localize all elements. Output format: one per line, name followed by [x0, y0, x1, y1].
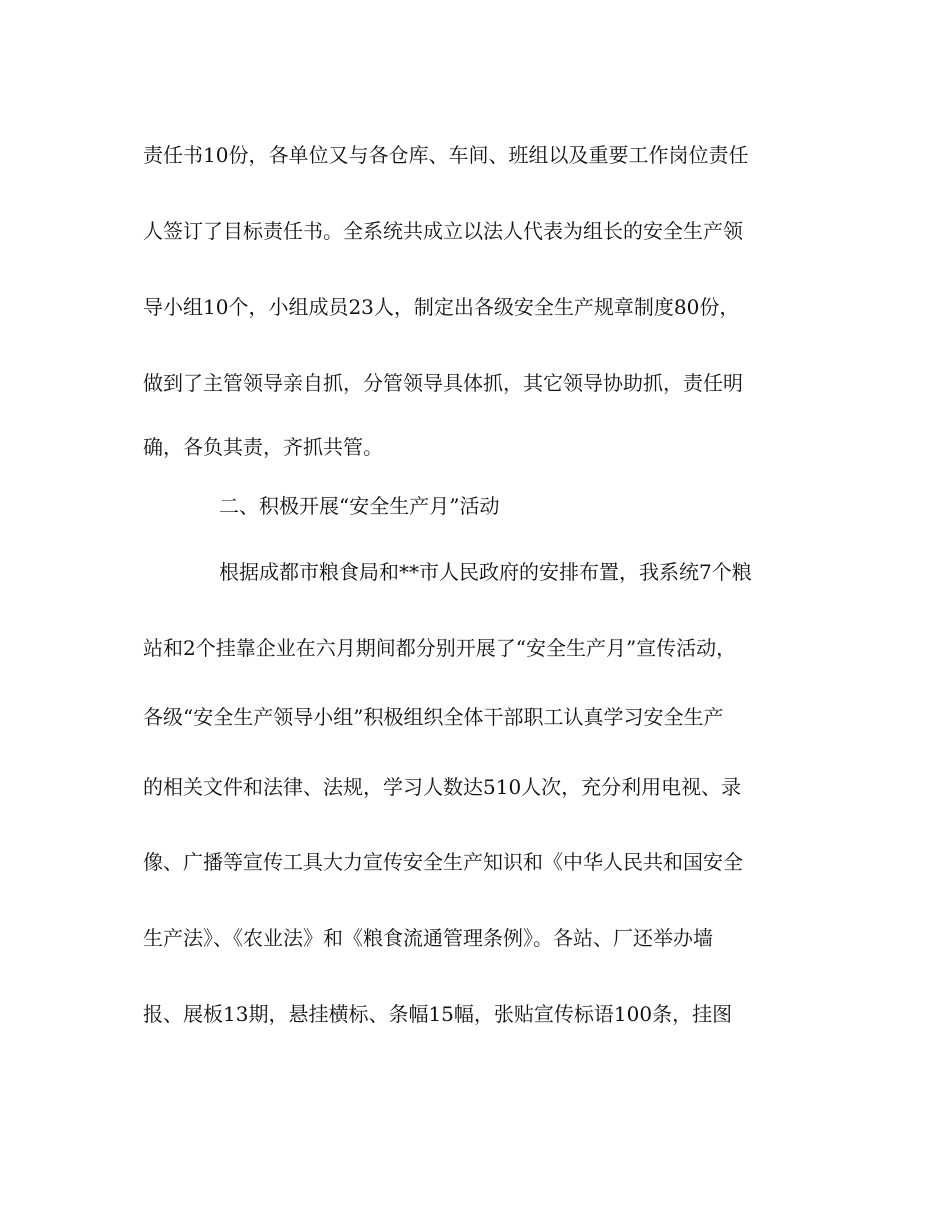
- paragraph-line: 做到了主管领导亲自抓，分管领导具体抓，其它领导协助抓，责任明: [143, 371, 743, 395]
- paragraph-line: 责任书10份，各单位又与各仓库、车间、班组以及重要工作岗位责任: [143, 143, 749, 167]
- paragraph-line: 像、广播等宣传工具大力宣传安全生产知识和《中华人民共和国安全: [143, 850, 743, 874]
- paragraph-line: 各级“安全生产领导小组”积极组织全体干部职工认真学习安全生产: [143, 705, 724, 729]
- paragraph-line: 站和2个挂靠企业在六月期间都分别开展了“安全生产月”宣传活动，: [143, 636, 737, 660]
- paragraph-line: 确，各负其责，齐抓共管。: [143, 435, 383, 459]
- section-heading: 二、积极开展“安全生产月”活动: [219, 494, 500, 518]
- paragraph-line: 根据成都市粮食局和**市人民政府的安排布置，我系统7个粮: [219, 560, 752, 584]
- paragraph-line: 人签订了目标责任书。全系统共成立以法人代表为组长的安全生产领: [143, 219, 743, 243]
- paragraph-line: 生产法》、《农业法》和《粮食流通管理条例》。各站、厂还举办墙: [143, 926, 713, 950]
- paragraph-line: 报、展板13期，悬挂横标、条幅15幅，张贴宣传标语100条，挂图: [143, 1002, 733, 1026]
- paragraph-line: 导小组10个，小组成员23人，制定出各级安全生产规章制度80份，: [143, 295, 740, 319]
- paragraph-line: 的相关文件和法律、法规，学习人数达510人次，充分利用电视、录: [143, 775, 742, 799]
